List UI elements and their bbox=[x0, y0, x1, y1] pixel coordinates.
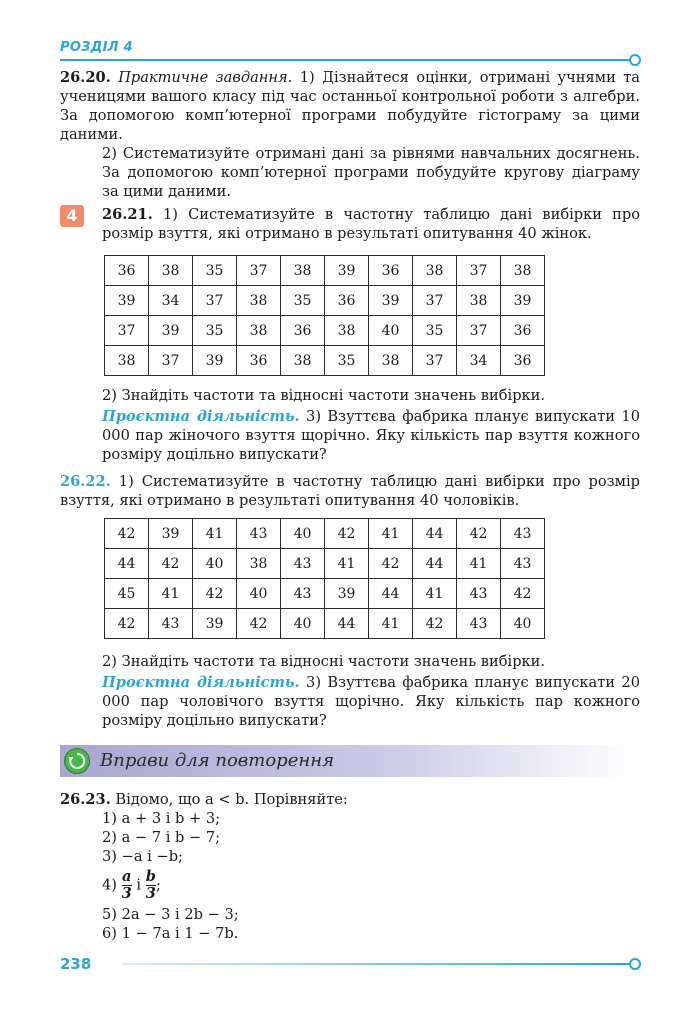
difficulty-level-badge: 4 bbox=[60, 205, 84, 227]
header-rule-dot bbox=[629, 54, 641, 66]
list-item: 1) a + 3 і b + 3; bbox=[102, 810, 221, 827]
table-cell: 42 bbox=[105, 609, 149, 639]
table-cell: 38 bbox=[501, 256, 545, 286]
table-cell: 37 bbox=[457, 316, 501, 346]
exercise-text: 1) Дізнайтеся оцінки, отримані учнями та ученицями вашого класу під час останньої контрольної роботи з алгебри. За допомогою комп’ютерної програми побудуйте гістограму за цими даними. bbox=[60, 69, 640, 143]
table-cell: 38 bbox=[457, 286, 501, 316]
exercise-26-23 bbox=[60, 790, 640, 809]
exercise-26-21 bbox=[60, 205, 640, 243]
project-label: Проєктна діяльність. bbox=[102, 674, 300, 691]
table-cell: 39 bbox=[325, 256, 369, 286]
exercise-text: 2) Знайдіть частоти та відносні частоти значень вибірки. bbox=[102, 387, 546, 404]
section-label: РОЗДІЛ 4 bbox=[60, 40, 133, 55]
footer-rule-dot bbox=[629, 958, 641, 970]
table-cell: 42 bbox=[237, 609, 281, 639]
exercise-26-21-cont bbox=[60, 386, 640, 464]
exercise-items bbox=[102, 809, 239, 943]
table-cell: 43 bbox=[281, 549, 325, 579]
table-cell: 43 bbox=[149, 609, 193, 639]
table-cell: 39 bbox=[501, 286, 545, 316]
table-cell: 44 bbox=[369, 579, 413, 609]
table-cell: 36 bbox=[501, 346, 545, 376]
exercise-label: Практичне завдання. bbox=[118, 69, 293, 86]
table-cell: 42 bbox=[149, 549, 193, 579]
table-cell: 38 bbox=[149, 256, 193, 286]
table-cell: 42 bbox=[501, 579, 545, 609]
table-cell: 37 bbox=[413, 346, 457, 376]
denominator: 3 bbox=[145, 885, 156, 902]
table-cell: 38 bbox=[281, 256, 325, 286]
exercise-number: 26.23. bbox=[60, 791, 111, 808]
exercise-26-22-cont bbox=[60, 652, 640, 730]
table-cell: 42 bbox=[193, 579, 237, 609]
table-cell: 38 bbox=[237, 286, 281, 316]
list-item-fraction bbox=[102, 869, 239, 902]
table-cell: 37 bbox=[105, 316, 149, 346]
table-cell: 38 bbox=[237, 549, 281, 579]
exercise-text: 3) Взуттєва фабрика планує випускати 10 000 пар жіночого взуття щорічно. Яку кількість пар взуття кожного розміру доцільно випускати? bbox=[102, 408, 640, 463]
table-cell: 41 bbox=[369, 519, 413, 549]
exercise-number: 26.21. bbox=[102, 206, 153, 223]
table-cell: 42 bbox=[369, 549, 413, 579]
denominator: 3 bbox=[121, 885, 132, 902]
table-row bbox=[105, 286, 545, 316]
table-cell: 39 bbox=[369, 286, 413, 316]
table-cell: 43 bbox=[501, 519, 545, 549]
table-cell: 40 bbox=[237, 579, 281, 609]
exercise-text: 2) Знайдіть частоти та відносні частоти значень вибірки. bbox=[102, 653, 546, 670]
recycle-arrows-icon bbox=[64, 748, 90, 774]
table-cell: 35 bbox=[325, 346, 369, 376]
data-table-men bbox=[104, 518, 545, 639]
table-cell: 34 bbox=[457, 346, 501, 376]
table-cell: 40 bbox=[501, 609, 545, 639]
table-cell: 36 bbox=[501, 316, 545, 346]
exercise-text: 1) Систематизуйте в частотну таблицю дані вибірки про розмір взуття, які отримано в результаті опитування 40 жінок. bbox=[102, 206, 641, 242]
table-cell: 38 bbox=[105, 346, 149, 376]
table-cell: 39 bbox=[193, 346, 237, 376]
table-cell: 41 bbox=[369, 609, 413, 639]
table-cell: 38 bbox=[413, 256, 457, 286]
review-exercises-banner bbox=[60, 745, 635, 777]
fraction-a bbox=[122, 869, 132, 902]
header-rule bbox=[60, 59, 633, 61]
table-cell: 41 bbox=[149, 579, 193, 609]
footer-rule bbox=[122, 963, 634, 965]
table-cell: 39 bbox=[149, 519, 193, 549]
conjunction: і bbox=[136, 876, 142, 894]
table-cell: 40 bbox=[369, 316, 413, 346]
table-cell: 37 bbox=[457, 256, 501, 286]
table-cell: 44 bbox=[413, 519, 457, 549]
numerator: b bbox=[145, 868, 156, 885]
table-row bbox=[105, 346, 545, 376]
table-cell: 40 bbox=[281, 519, 325, 549]
table-cell: 34 bbox=[149, 286, 193, 316]
table-cell: 43 bbox=[457, 579, 501, 609]
table-cell: 41 bbox=[413, 579, 457, 609]
exercise-26-20 bbox=[60, 68, 640, 201]
table-cell: 38 bbox=[237, 316, 281, 346]
list-item: 2) a − 7 і b − 7; bbox=[102, 829, 221, 846]
table-cell: 41 bbox=[325, 549, 369, 579]
table-cell: 44 bbox=[413, 549, 457, 579]
table-cell: 39 bbox=[193, 609, 237, 639]
exercise-number: 26.22. bbox=[60, 473, 111, 490]
exercise-number: 26.20. bbox=[60, 69, 111, 86]
table-cell: 37 bbox=[413, 286, 457, 316]
table-row bbox=[105, 256, 545, 286]
punctuation: ; bbox=[155, 876, 161, 894]
exercise-26-22 bbox=[60, 472, 640, 510]
table-row bbox=[105, 609, 545, 639]
table-cell: 42 bbox=[457, 519, 501, 549]
table-cell: 37 bbox=[193, 286, 237, 316]
table-cell: 43 bbox=[457, 609, 501, 639]
table-cell: 36 bbox=[105, 256, 149, 286]
table-cell: 42 bbox=[325, 519, 369, 549]
table-cell: 38 bbox=[369, 346, 413, 376]
table-cell: 44 bbox=[105, 549, 149, 579]
table-cell: 36 bbox=[281, 316, 325, 346]
table-cell: 35 bbox=[413, 316, 457, 346]
data-table-women bbox=[104, 255, 545, 376]
table-cell: 35 bbox=[193, 256, 237, 286]
table-cell: 39 bbox=[325, 579, 369, 609]
table-cell: 42 bbox=[413, 609, 457, 639]
page-number: 238 bbox=[60, 955, 92, 973]
table-cell: 36 bbox=[237, 346, 281, 376]
list-item: 3) −a і −b; bbox=[102, 848, 183, 865]
table-cell: 43 bbox=[281, 579, 325, 609]
table-row bbox=[105, 519, 545, 549]
table-cell: 36 bbox=[369, 256, 413, 286]
fraction-b bbox=[146, 869, 156, 902]
table-cell: 39 bbox=[105, 286, 149, 316]
exercise-text: 2) Систематизуйте отримані дані за рівнями навчальних досягнень. За допомогою комп’ютерної програми побудуйте кругову діаграму за цими даними. bbox=[102, 145, 640, 200]
list-item: 6) 1 − 7a і 1 − 7b. bbox=[102, 925, 239, 942]
table-cell: 43 bbox=[501, 549, 545, 579]
table-cell: 39 bbox=[149, 316, 193, 346]
table-row bbox=[105, 579, 545, 609]
table-row bbox=[105, 316, 545, 346]
banner-title: Вправи для повторення bbox=[100, 750, 334, 771]
table-cell: 36 bbox=[325, 286, 369, 316]
table-cell: 37 bbox=[149, 346, 193, 376]
table-cell: 37 bbox=[237, 256, 281, 286]
table-cell: 35 bbox=[193, 316, 237, 346]
item-prefix: 4) bbox=[102, 876, 117, 894]
table-cell: 45 bbox=[105, 579, 149, 609]
table-cell: 42 bbox=[105, 519, 149, 549]
project-label: Проєктна діяльність. bbox=[102, 408, 300, 425]
exercise-text: 1) Систематизуйте в частотну таблицю дані вибірки про розмір взуття, які отримано в результаті опитування 40 чоловіків. bbox=[60, 473, 641, 509]
exercise-intro: Відомо, що a < b. Порівняйте: bbox=[115, 791, 348, 808]
table-cell: 38 bbox=[281, 346, 325, 376]
table-cell: 40 bbox=[281, 609, 325, 639]
table-cell: 38 bbox=[325, 316, 369, 346]
exercise-text: 3) Взуттєва фабрика планує випускати 20 000 пар чоловічого взуття щорічно. Яку кількість пар кожного розміру доцільно випускати? bbox=[102, 674, 640, 729]
list-item: 5) 2a − 3 і 2b − 3; bbox=[102, 906, 239, 923]
table-cell: 41 bbox=[193, 519, 237, 549]
table-cell: 35 bbox=[281, 286, 325, 316]
table-row bbox=[105, 549, 545, 579]
numerator: a bbox=[121, 868, 132, 885]
table-cell: 44 bbox=[325, 609, 369, 639]
table-cell: 41 bbox=[457, 549, 501, 579]
table-cell: 40 bbox=[193, 549, 237, 579]
table-cell: 43 bbox=[237, 519, 281, 549]
